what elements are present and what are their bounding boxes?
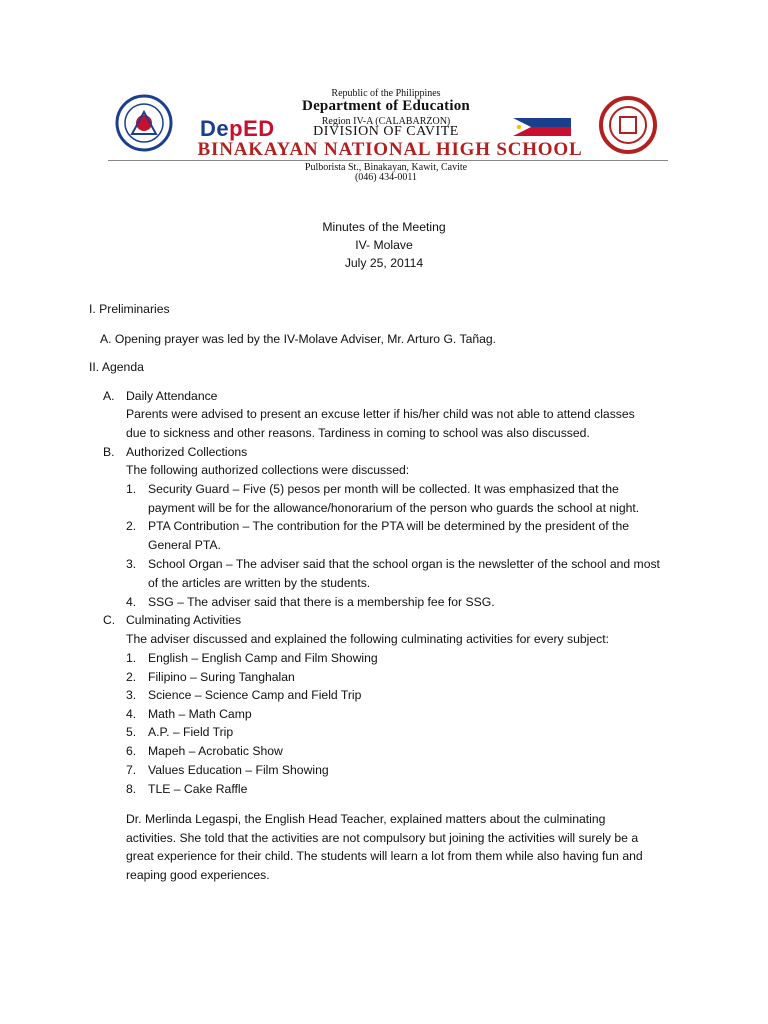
preliminaries-item-a	[100, 330, 496, 349]
list-number: 1.	[126, 482, 137, 496]
list-item	[148, 517, 679, 554]
agenda-b-heading: Authorized Collections	[126, 445, 248, 459]
text-line: activities. She told that the activities are not compulsory but joining the activities will surely be a	[126, 830, 639, 845]
list-item: Filipino – Suring Tanghalan	[148, 670, 295, 684]
list-number: 5.	[126, 725, 137, 739]
text-line: great experience for their child. The students will learn a lot from them while also having fun and	[126, 849, 643, 864]
school-address: Pulborista St., Binakayan, Kawit, Cavite	[304, 162, 468, 173]
agenda-a-heading: Daily Attendance	[126, 389, 218, 403]
text-line: Dr. Merlinda Legaspi, the English Head Teacher, explained matters about the culminating	[126, 812, 606, 826]
list-number: 6.	[126, 744, 137, 758]
list-number: 2.	[126, 519, 137, 533]
agenda-c-heading: Culminating Activities	[126, 613, 242, 627]
attendance-paragraph	[126, 405, 679, 442]
division-line: DIVISION OF CAVITE	[313, 124, 459, 139]
list-number: 4.	[126, 595, 137, 609]
list-item: Math – Math Camp	[148, 707, 252, 721]
text-line: School Organ – The adviser said that the school organ is the newsletter of the school and most	[148, 557, 660, 571]
list-item	[148, 593, 679, 612]
list-number: 4.	[126, 707, 137, 721]
list-number: 8.	[126, 782, 137, 796]
text-line: General PTA.	[148, 537, 221, 552]
list-item	[148, 480, 679, 517]
list-item: Mapeh – Acrobatic Show	[148, 744, 283, 758]
text-line: reaping good experiences.	[126, 867, 270, 882]
list-item: TLE – Cake Raffle	[148, 782, 248, 796]
agenda-heading: II. Agenda	[89, 360, 144, 374]
school-phone: (046) 434-0011	[354, 172, 418, 183]
list-number: 2.	[126, 670, 137, 684]
letterhead	[0, 88, 768, 188]
text-line: payment will be for the allowance/honorarium of the person who guards the school at night.	[148, 500, 640, 515]
text-line: Security Guard – Five (5) pesos per month will be collected. It was emphasized that the	[148, 482, 619, 496]
list-item	[148, 555, 679, 592]
republic-line: Republic of the Philippines	[331, 88, 441, 99]
activities-intro: The adviser discussed and explained the following culminating activities for every subject:	[126, 632, 610, 646]
region-line: Region IV-A (CALABARZON)	[321, 116, 451, 127]
collections-intro: The following authorized collections were discussed:	[126, 463, 410, 477]
philippine-flag-icon	[513, 118, 571, 136]
list-item: English – English Camp and Film Showing	[148, 651, 378, 665]
minutes-title: Minutes of the Meeting	[322, 220, 446, 234]
closing-paragraph	[126, 810, 679, 884]
list-number: 3.	[126, 688, 137, 702]
meeting-date: July 25, 20114	[344, 256, 424, 270]
text-line: Parents were advised to present an excuse letter if his/her child was not able to attend classes	[126, 407, 635, 421]
list-item: Science – Science Camp and Field Trip	[148, 688, 362, 702]
agenda-c-label: C.	[103, 613, 116, 627]
deped-logo: DepED	[200, 116, 275, 141]
list-item: A.P. – Field Trip	[148, 725, 234, 739]
list-number: 1.	[126, 651, 137, 665]
preliminaries-heading: I. Preliminaries	[89, 302, 170, 316]
section-name: IV- Molave	[355, 238, 413, 252]
agenda-a-label: A.	[103, 389, 115, 403]
list-number: 3.	[126, 557, 137, 571]
department-line: Department of Education	[302, 98, 470, 114]
text-line: SSG – The adviser said that there is a membership fee for SSG.	[148, 595, 495, 609]
agenda-b-label: B.	[103, 445, 115, 459]
list-item: Values Education – Film Showing	[148, 763, 329, 777]
list-number: 7.	[126, 763, 137, 777]
item-text: Opening prayer was led by the IV-Molave Adviser, Mr. Arturo G. Tañag.	[114, 332, 497, 346]
item-label: A.	[100, 332, 112, 346]
text-line: due to sickness and other reasons. Tardiness in coming to school was also discussed.	[126, 425, 590, 440]
school-name: BINAKAYAN NATIONAL HIGH SCHOOL	[197, 139, 583, 160]
text-line: of the articles are written by the students.	[148, 575, 371, 590]
text-line: PTA Contribution – The contribution for the PTA will be determined by the president of the	[148, 519, 629, 533]
